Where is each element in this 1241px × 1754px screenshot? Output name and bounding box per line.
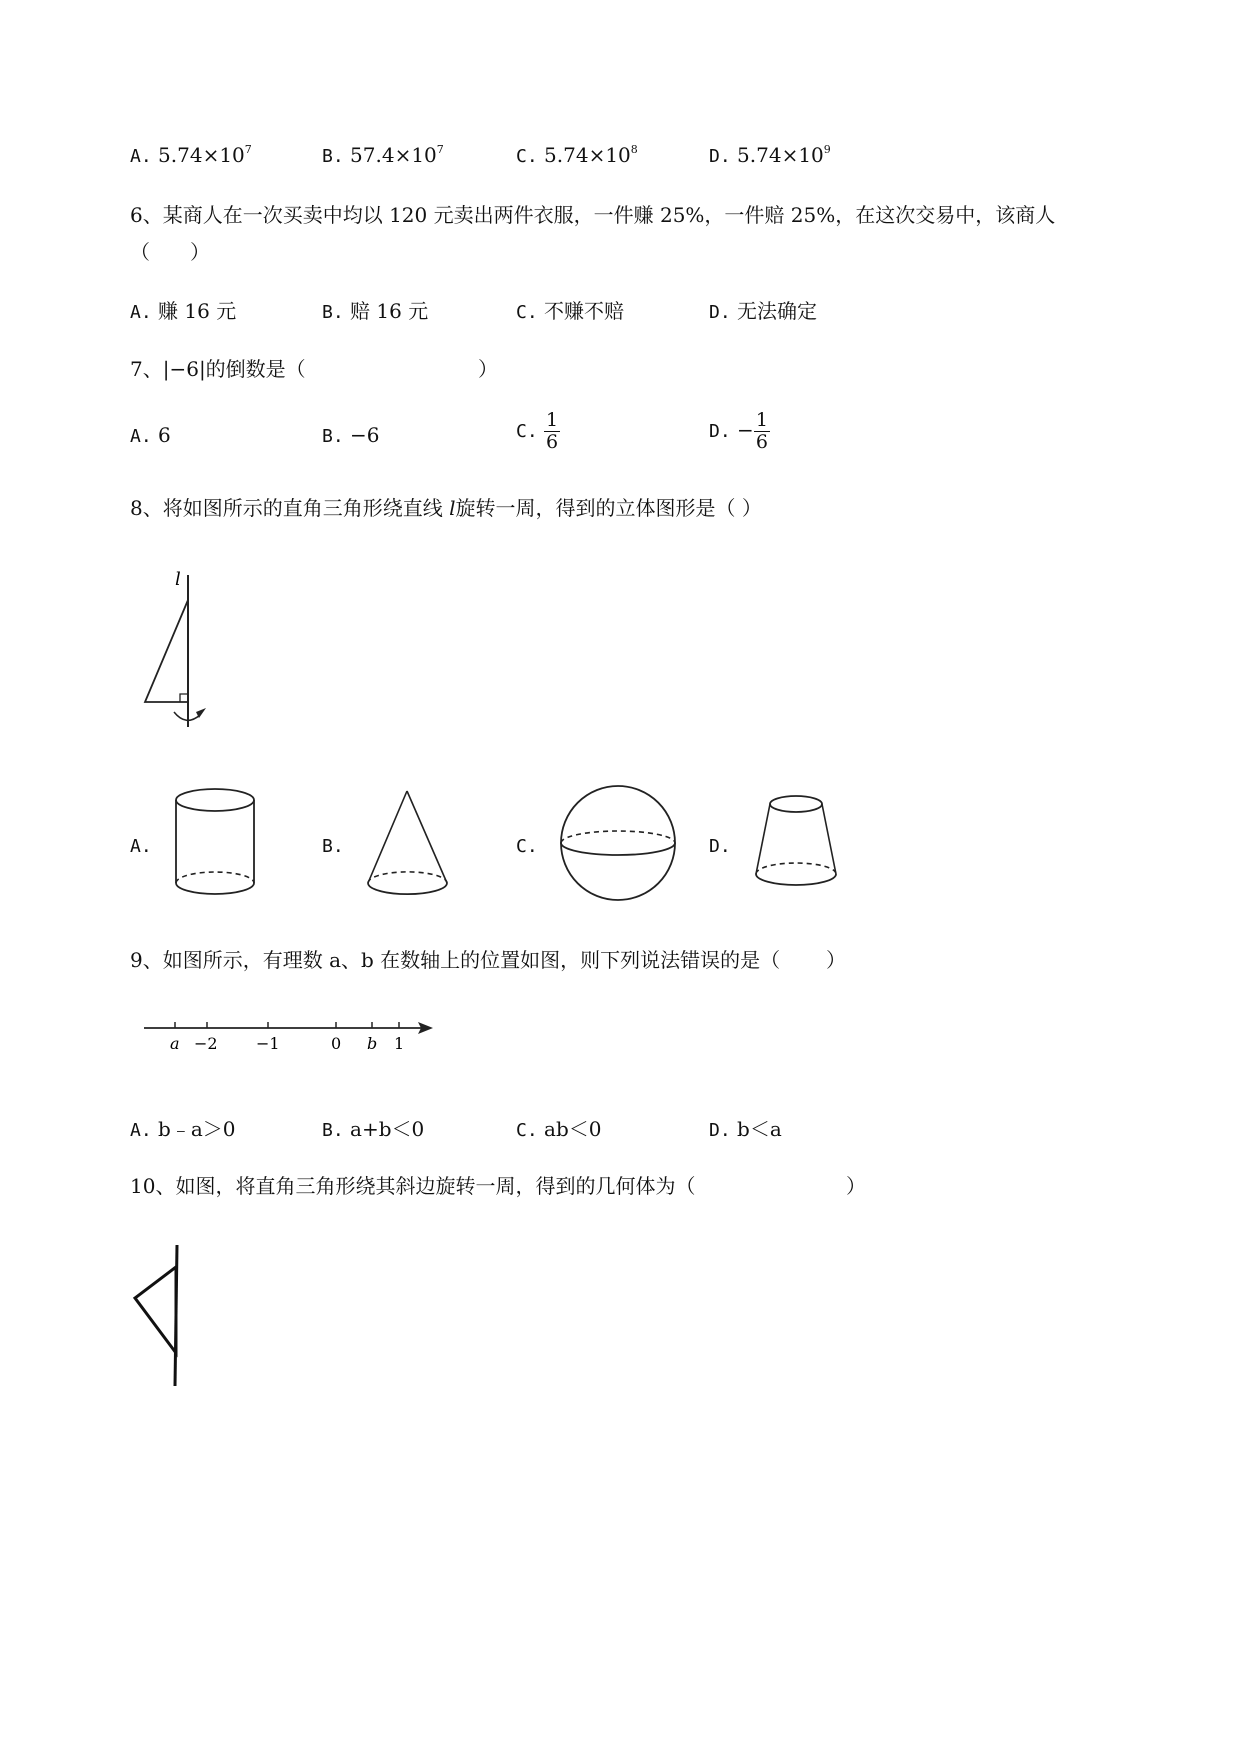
fraction [544, 410, 560, 453]
sphere-equator-back [561, 831, 675, 843]
right-triangle [145, 600, 188, 702]
option-value: 5.74×10 [737, 143, 824, 167]
axis-label: l [175, 569, 181, 590]
option-label: C. [516, 836, 538, 857]
option-label: D. [709, 1120, 731, 1141]
number-line-figure [140, 1012, 440, 1057]
exponent: 7 [244, 143, 252, 156]
option-label: B. [322, 426, 344, 447]
cylinder-bottom-back [176, 872, 254, 883]
cylinder-bottom-front [176, 883, 254, 894]
option-label: D. [709, 420, 731, 442]
option-text: 6 [158, 423, 171, 447]
option-label: C. [516, 1120, 538, 1141]
q9-option-b [322, 1113, 424, 1142]
tick-label-1: 1 [394, 1034, 405, 1053]
q9-option-a [130, 1113, 236, 1142]
option-label: B. [322, 836, 344, 857]
q5-option-d [709, 143, 831, 167]
stem-text: 旋转一周，得到的立体图形是（ ） [455, 496, 762, 520]
right-angle-mark [180, 694, 188, 702]
numerator: 1 [546, 409, 559, 431]
frustum-side [756, 804, 770, 874]
denominator: 6 [755, 430, 768, 453]
q6-option-d [709, 295, 817, 324]
frustum-top [770, 796, 822, 812]
tick-label-neg1: −1 [256, 1034, 280, 1053]
q9-stem: 9、如图所示，有理数 a、b 在数轴上的位置如图，则下列说法错误的是（ [130, 948, 781, 972]
option-text: b﹣a＞0 [158, 1117, 236, 1141]
line-variable: l [449, 496, 456, 520]
option-text: 无法确定 [737, 299, 818, 323]
option-value: 5.74×10 [158, 143, 245, 167]
option-label: C. [516, 146, 538, 167]
cone-side [407, 791, 447, 883]
frustum-bottom-back [756, 863, 836, 874]
q7-option-d [709, 410, 770, 453]
tick-label-a: a [170, 1034, 180, 1053]
sphere-figure [556, 783, 681, 905]
q8-option-d [709, 833, 731, 857]
option-text: 赚 16 元 [158, 299, 237, 323]
tick-label-b: b [367, 1034, 378, 1053]
q9-close-paren: ） [826, 948, 846, 972]
option-text: 不赚不赔 [544, 299, 625, 323]
frustum-bottom-front [756, 874, 836, 885]
q8-triangle-figure [140, 565, 220, 735]
q7-close-paren: ） [478, 357, 498, 381]
q8-option-c [516, 833, 538, 857]
exponent: 8 [630, 143, 638, 156]
cone-figure [362, 785, 457, 900]
q7-stem: 7、|−6|的倒数是（ [130, 357, 306, 381]
option-label: D. [709, 836, 731, 857]
option-text: b＜a [737, 1117, 782, 1141]
q9-option-d [709, 1113, 782, 1142]
q8-option-a [130, 833, 152, 857]
option-text: ab＜0 [544, 1117, 602, 1141]
frustum-side [822, 804, 836, 874]
option-label: A. [130, 836, 152, 857]
q5-option-a [130, 143, 252, 167]
q10-triangle-figure [128, 1240, 188, 1390]
option-label: A. [130, 146, 152, 167]
tick-label-0: 0 [331, 1034, 342, 1053]
option-label: B. [322, 146, 344, 167]
q10-stem: 10、如图，将直角三角形绕其斜边旋转一周，得到的几何体为（ [130, 1174, 696, 1198]
cylinder-top [176, 789, 254, 811]
q8-option-b [322, 833, 344, 857]
tick-label-neg2: −2 [194, 1034, 218, 1053]
option-label: D. [709, 146, 731, 167]
option-value: 5.74×10 [544, 143, 631, 167]
q7-option-b [322, 423, 380, 447]
option-text: a+b＜0 [350, 1117, 425, 1141]
option-label: C. [516, 302, 538, 323]
sphere-equator-front [561, 843, 675, 855]
q6-answer-paren: （ ） [130, 240, 210, 264]
option-value: 57.4×10 [350, 143, 437, 167]
cylinder-figure [170, 785, 260, 900]
q6-stem: 6、某商人在一次买卖中均以 120 元卖出两件衣服，一件赚 25%，一件赔 25%，在这次交易中，该商人 [130, 203, 1056, 227]
q6-option-a [130, 295, 236, 324]
option-label: B. [322, 1120, 344, 1141]
q7-option-c [516, 410, 560, 453]
option-label: B. [322, 302, 344, 323]
stem-text: 8、将如图所示的直角三角形绕直线 [130, 496, 450, 520]
minus-sign: − [737, 417, 754, 442]
numerator: 1 [755, 409, 768, 431]
option-label: A. [130, 302, 152, 323]
sphere-outline [561, 786, 675, 900]
cone-side [368, 791, 407, 883]
q5-option-c [516, 143, 638, 167]
cone-base-front [368, 883, 447, 894]
q7-option-a [130, 423, 171, 447]
q5-option-b [322, 143, 444, 167]
option-text: −6 [350, 423, 380, 447]
q6-option-c [516, 295, 624, 324]
right-triangle [135, 1267, 176, 1353]
option-text: 赔 16 元 [350, 299, 429, 323]
exponent: 9 [823, 143, 831, 156]
fraction [754, 410, 770, 453]
q6-option-b [322, 295, 428, 324]
denominator: 6 [546, 430, 559, 453]
q9-option-c [516, 1113, 602, 1142]
option-label: D. [709, 302, 731, 323]
frustum-figure [750, 790, 845, 895]
cone-base-back [368, 872, 447, 883]
option-label: A. [130, 1120, 152, 1141]
option-label: C. [516, 420, 538, 442]
exponent: 7 [436, 143, 444, 156]
q8-stem [130, 492, 762, 521]
q10-close-paren: ） [846, 1174, 866, 1198]
option-label: A. [130, 426, 152, 447]
